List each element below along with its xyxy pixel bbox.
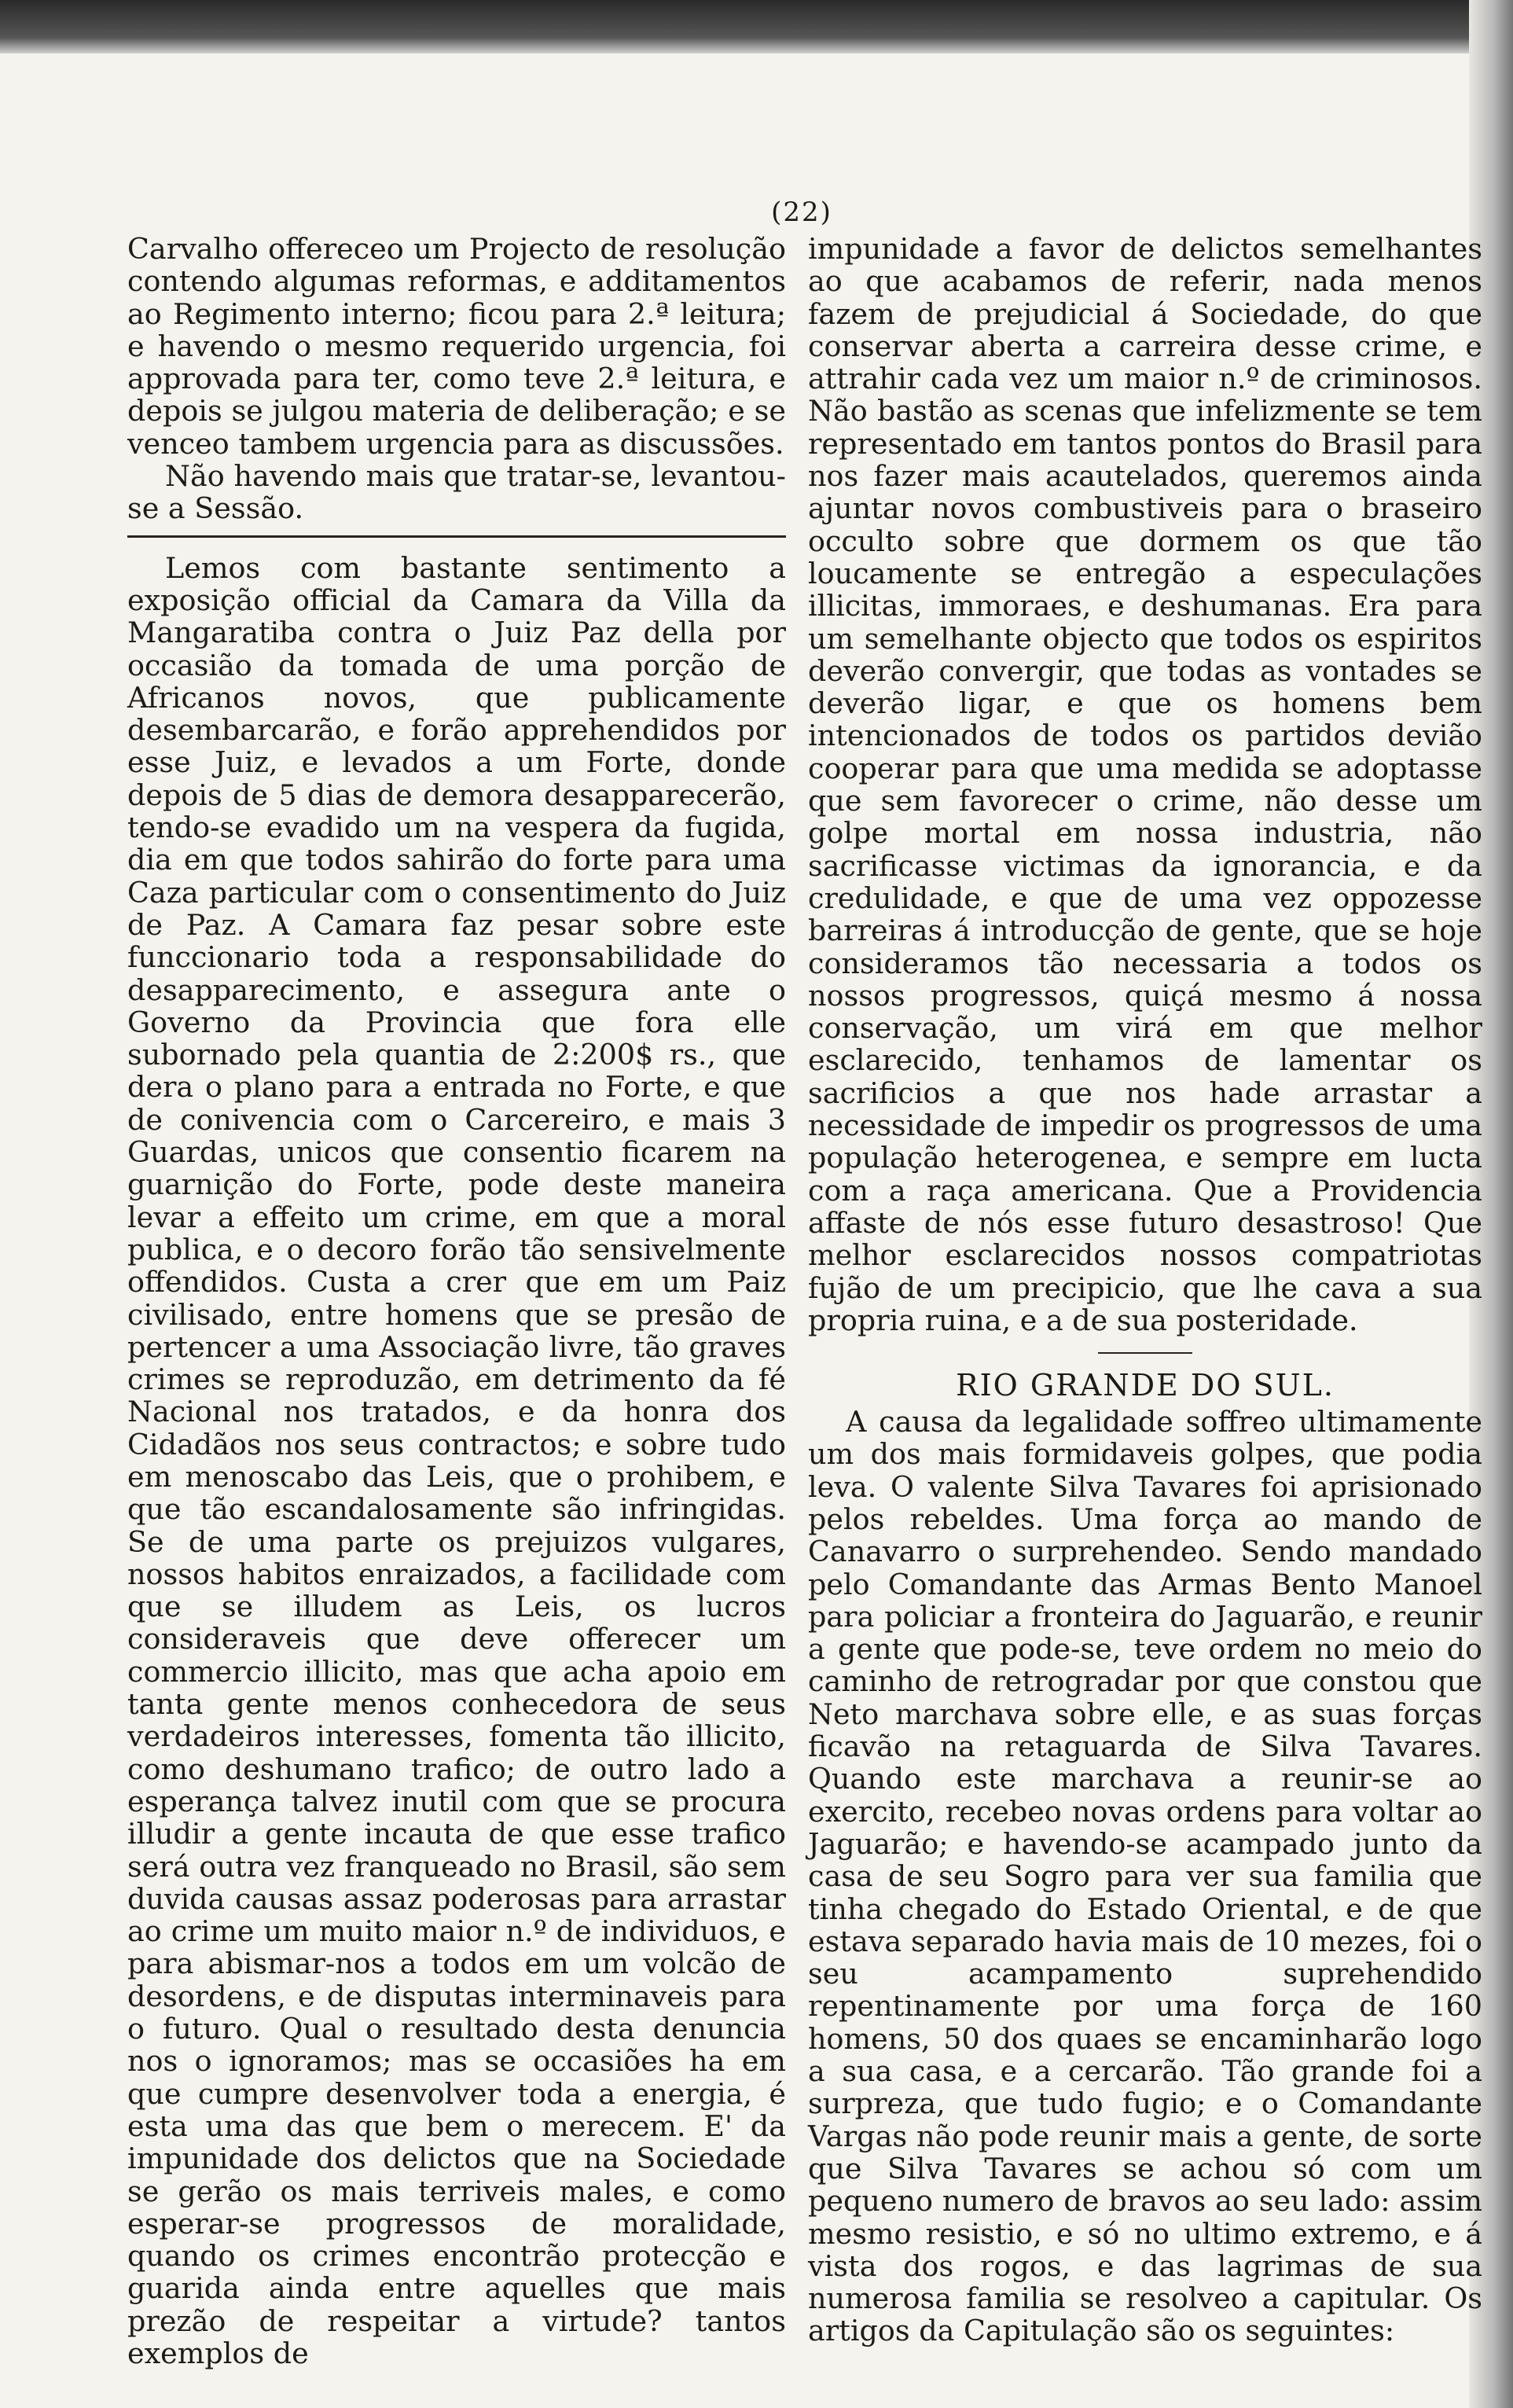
editorial-continuation-paragraph: impunidade a favor de delictos semelhantes ao que acabamos de referir, nada menos fazem de prejudicial á Sociedade, do que conservar aberta a carreira desse crime, e attrahir cada vez um maior n.º de criminosos. Não bastão as scenas que infelizmente se tem representado em tantos pontos do Brasil para nos fazer mais acautelados, queremos ainda ajuntar novos combustiveis para o braseiro occulto sobre que dormem os que tão loucamente se entregão a especulações illicitas, immoraes, e deshumanas. Era para um semelhante objecto que todos os espiritos deverão convergir, que todas as vontades se deverão ligar, e que os homens bem intencionados de todos os partidos devião cooperar para que uma medida se adoptasse que sem favorecer o crime, não desse um golpe mortal em nossa industria, não sacrificasse victimas da ignorancia, e da credulidade, e que de uma vez oppozesse barreiras á introducção de gente, que se hoje consideramos tão necessaria a todos os nossos progressos, quiçá mesmo á nossa conservação, um virá em que melhor esclarecido, tenhamos de lamentar os sacrificios a que nos hade arrastar a necessidade de impedir os progressos de uma população heterogenea, e sempre em lucta com a raça americana. Que a Providencia affaste de nós esse futuro desastroso! Que melhor esclarecidos nossos compatriotas fujão de um precipicio, que lhe cava a sua propria ruina, e a de sua posteridade. [808, 232, 1482, 1337]
session-report-paragraph: Carvalho offereceo um Projecto de resolução contendo algumas reformas, e additamentos ao Regimento interno; ficou para 2.ª leitura; e havendo o mesmo requerido urgencia, foi approvada para ter, como teve 2.ª leitura, e depois se julgou materia de deliberação; e se venceo tambem urgencia para as discussões. [127, 232, 786, 461]
rio-grande-report-paragraph: A causa da legalidade soffreo ultimamente um dos mais formidaveis golpes, que podia leva. O valente Silva Tavares foi aprisionado pelos rebeldes. Uma força ao mando de Canavarro o surprehendeo. Sendo mandado pelo Comandante das Armas Bento Manoel para policiar a fronteira do Jaguarão, e reunir a gente que pode-se, teve ordem no meio do caminho de retrogradar por que constou que Neto marchava sobre elle, e as suas forças ficavão na retaguarda de Silva Tavares. Quando este marchava a reunir-se ao exercito, recebeo novas ordens para voltar ao Jaguarão; e havendo-se acampado junto da casa de seu Sogro para ver sua familia que tinha chegado do Estado Oriental, e de que estava separado havia mais de 10 mezes, foi o seu acampamento suprehendido repentinamente por uma força de 160 homens, 50 dos quaes se encaminharão logo a sua casa, e a cercarão. Tão grande foi a surpreza, que tudo fugio; e o Comandante Vargas não pode reunir mais a gente, de sorte que Silva Tavares se achou só com um pequeno numero de bravos ao seu lado: assim mesmo resistio, e só no ultimo extremo, e á vista dos rogos, e das lagrimas de sua numerosa familia se resolveo a capitular. Os artigos da Capitulação são os seguintes: [808, 1405, 1482, 2348]
left-column [127, 233, 786, 2369]
editorial-paragraph: Lemos com bastante sentimento a exposição official da Camara da Villa da Mangaratiba contra o Juiz Paz della por occasião da tomada de uma porção de Africanos novos, que publicamente desembarcarão, e forão apprehendidos por esse Juiz, e levados a um Forte, donde depois de 5 dias de demora desapparecerão, tendo-se evadido um na vespera da fugida, dia em que todos sahirão do forte para uma Caza particular com o consentimento do Juiz de Paz. A Camara faz pesar sobre este funccionario toda a responsabilidade do desapparecimento, e assegura ante o Governo da Provincia que fora elle subornado pela quantia de 2:200$ rs., que dera o plano para a entrada no Forte, e que de conivencia com o Carcereiro, e mais 3 Guardas, unicos que consentio ficarem na guarnição do Forte, pode deste maneira levar a effeito um crime, em que a moral publica, e o decoro forão tão sensivelmente offendidos. Custa a crer que em um Paiz civilisado, entre homens que se presão de pertencer a uma Associação livre, tão graves crimes se reproduzão, em detrimento da fé Nacional nos tratados, e da honra dos Cidadãos nos seus contractos; e sobre tudo em menoscabo das Leis, que o prohibem, e que tão escandalosamente são infringidas. Se de uma parte os prejuizos vulgares, nossos habitos enraizados, a facilidade com que se illudem as Leis, os lucros consideraveis que deve offerecer um commercio illicito, mas que acha apoio em tanta gente menos conhecedora de seus verdadeiros interesses, fomenta tão illicito, como deshumano trafico; de outro lado a esperança talvez inutil com que se procura illudir a gente incauta de que esse trafico será outra vez franqueado no Brasil, são sem duvida causas assaz poderosas para arrastar ao crime um muito maior n.º de individuos, e para abismar-nos a todos em um volcão de desordens, e de disputas interminaveis para o futuro. Qual o resultado desta denuncia nos o ignoramos; mas se occasiões ha em que cumpre desenvolver toda a energia, é esta uma das que bem o merecem. E' da impunidade dos delictos que na Sociedade se gerão os mais terriveis males, e como esperar-se progressos de moralidade, quando os crimes encontrão protecção e guarida ainda entre aquelles que mais prezão de respeitar a virtude? tantos exemplos de [127, 550, 786, 2370]
column-divider-rule [127, 535, 786, 538]
session-closing-paragraph: Não havendo mais que tratar-se, levantou-se a Sessão. [127, 459, 786, 526]
section-heading: RIO GRANDE DO SUL. [956, 1368, 1335, 1403]
right-column [808, 233, 1482, 2347]
page-number: (22) [771, 197, 832, 228]
scan-top-edge [0, 0, 1513, 53]
section-ornament [808, 1341, 1482, 1363]
